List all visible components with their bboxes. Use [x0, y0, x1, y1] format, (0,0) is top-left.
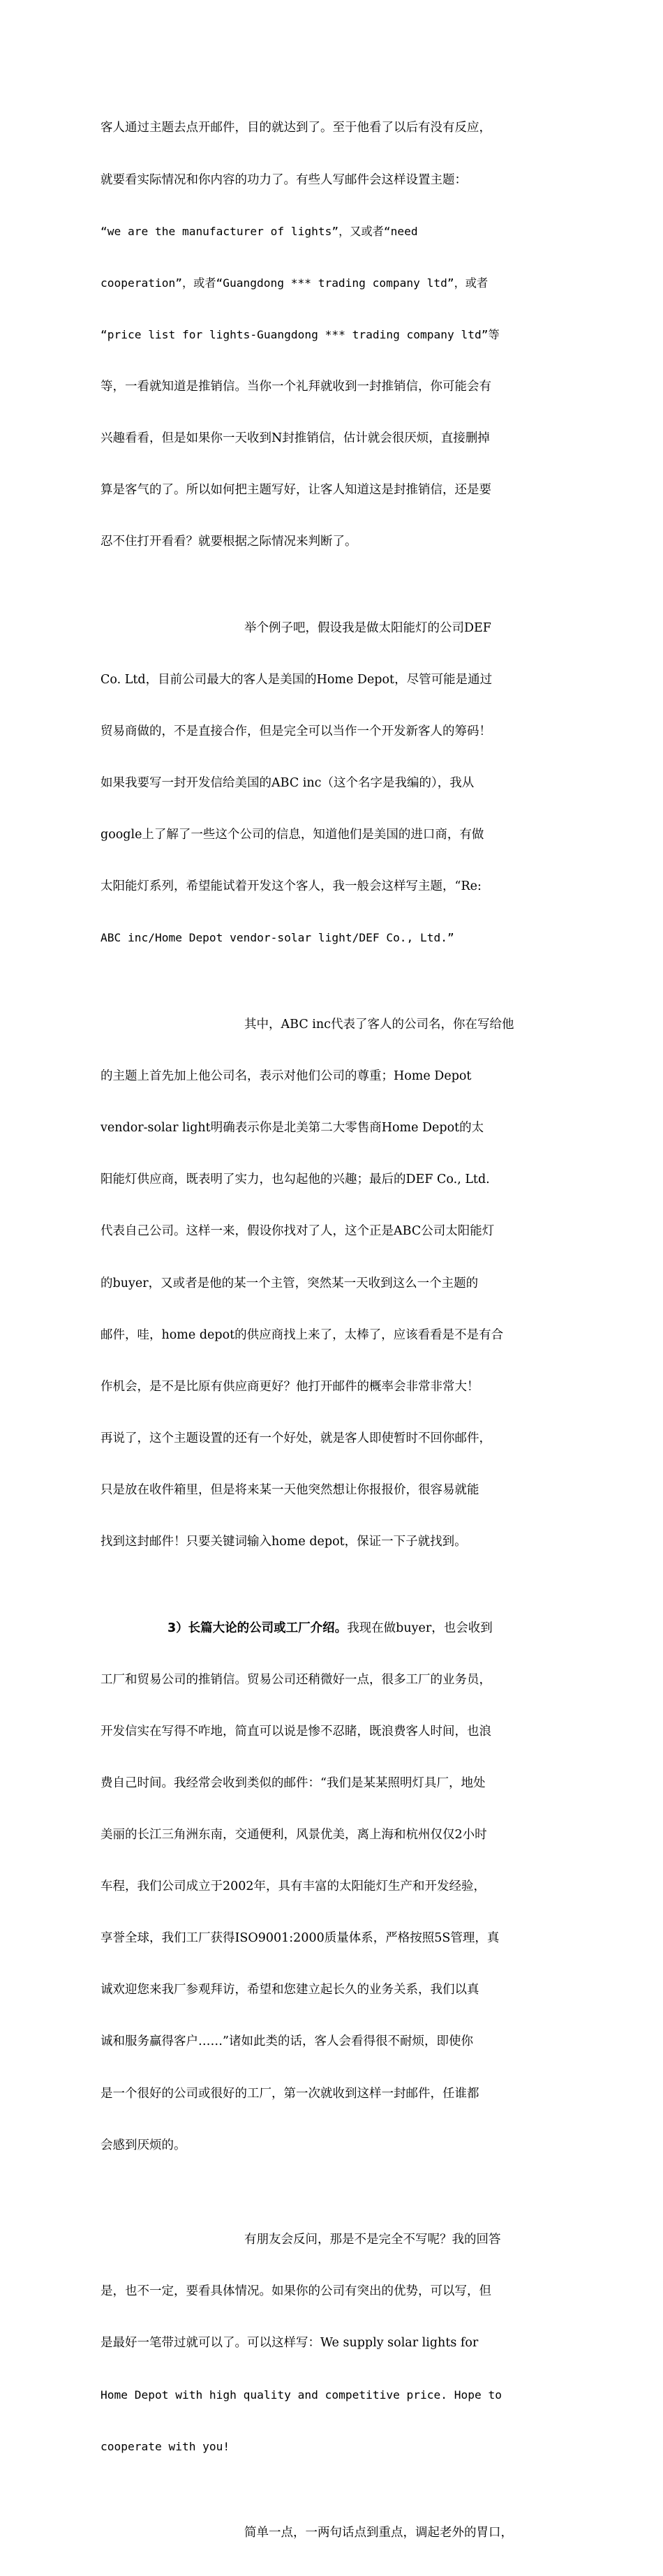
text-line: 贸易商做的，不是直接合作，但是完全可以当作一个开发新客人的筹码！: [100, 724, 491, 739]
text-line: 如果我要写一封开发信给美国的ABC inc（这个名字是我编的），我从: [100, 776, 475, 791]
text-line: 算是客气的了。所以如何把主题写好，让客人知道这是封推销信，还是要: [100, 483, 491, 498]
text-line: 是一个很好的公司或很好的工厂，第一次就收到这样一封邮件，任谁都: [100, 2086, 479, 2101]
text-line: 会感到厌烦的。: [100, 2138, 186, 2152]
paragraph-3: [100, 982, 568, 1586]
text-line: ABC inc/Home Depot vendor-solar light/DEF Co., Ltd.”: [100, 931, 454, 945]
text-line: 享誉全球，我们工厂获得ISO9001:2000质量体系，严格按照5S管理，真: [100, 1931, 500, 1946]
text-line: 简单一点，一两句话点到重点，调起老外的胃口，: [244, 2526, 513, 2540]
paragraph-4: [100, 1585, 568, 2189]
text-line: 举个例子吧，假设我是做太阳能灯的公司DEF: [244, 620, 491, 635]
text-line: 是最好一笔带过就可以了。可以这样写：We supply solar lights for: [100, 2336, 479, 2351]
text-line: 太阳能灯系列，希望能试着开发这个客人，我一般会这样写主题，“Re:: [100, 879, 482, 894]
text-line: 美丽的长江三角洲东南，交通便利，风景优美，离上海和杭州仅仅2小时: [100, 1828, 487, 1842]
text-line: 的buyer，又或者是他的某一个主管，突然某一天收到这么一个主题的: [100, 1276, 479, 1290]
text-line: Home Depot with high quality and competitive price. Hope to: [100, 2388, 502, 2402]
text-line: cooperation”，或者“Guangdong *** trading company ltd”，或者: [100, 276, 489, 290]
paragraph-6: [100, 2490, 568, 2576]
text-line: 车程，我们公司成立于2002年，具有丰富的太阳能灯生产和开发经验，: [100, 1879, 486, 1894]
text-line: 的主题上首先加上他公司名，表示对他们公司的尊重；Home Depot: [100, 1069, 472, 1084]
text-line: 邮件，哇，home depot的供应商找上来了，太棒了，应该看看是不是有合: [100, 1327, 504, 1342]
text-line: 等，一看就知道是推销信。当你一个礼拜就收到一封推销信，你可能会有: [100, 379, 491, 394]
text-line: 代表自己公司。这样一来，假设你找对了人，这个正是ABC公司太阳能灯: [100, 1224, 495, 1239]
text-line: 其中，ABC inc代表了客人的公司名，你在写给他: [244, 1017, 514, 1032]
text-line: 诚和服务赢得客户……”诸如此类的话，客人会看得很不耐烦，即使你: [100, 2034, 473, 2049]
text-line: 工厂和贸易公司的推销信。贸易公司还稍微好一点，很多工厂的业务员，: [100, 1672, 491, 1687]
text-line: 是，也不一定，要看具体情况。如果你的公司有突出的优势，可以写，但: [100, 2284, 491, 2299]
text-line: Co. Ltd，目前公司最大的客人是美国的Home Depot，尽管可能是通过: [100, 672, 493, 687]
text-line: cooperate with you!: [100, 2439, 230, 2453]
paragraph-5: [100, 2197, 568, 2490]
document-page: [100, 85, 568, 2576]
heading-line: [100, 1620, 568, 1637]
text-line: vendor-solar light明确表示你是北美第二大零售商Home Depot的太: [100, 1121, 484, 1136]
text-line: 诚欢迎您来我厂参观拜访，希望和您建立起长久的业务关系，我们以真: [100, 1983, 479, 1997]
text-line: 忍不住打开看看？就要根据之际情况来判断了。: [100, 535, 357, 549]
paragraph-2: [100, 585, 568, 981]
text-line: 只是放在收件箱里，但是将来某一天他突然想让你报报价，很容易就能: [100, 1482, 479, 1497]
text-line: 有朋友会反问，那是不是完全不写呢？我的回答: [244, 2233, 501, 2247]
paragraph-1: [100, 85, 568, 585]
text-line: 费自己时间。我经常会收到类似的邮件：“我们是某某照明灯具厂，地处: [100, 1775, 486, 1790]
text-line: 客人通过主题去点开邮件，目的就达到了。至于他看了以后有没有反应，: [100, 121, 491, 135]
heading-line-rest: 我现在做buyer，也会收到: [347, 1621, 493, 1635]
text-line: “we are the manufacturer of lights”，又或者“need: [100, 224, 418, 238]
text-line: 就要看实际情况和你内容的功力了。有些人写邮件会这样设置主题：: [100, 172, 467, 187]
text-line: google上了解了一些这个公司的信息，知道他们是美国的进口商，有做: [100, 828, 484, 842]
text-line: 开发信实在写得不咋地，简直可以说是惨不忍睹，既浪费客人时间，也浪: [100, 1724, 491, 1739]
text-line: “price list for lights-Guangdong *** trading company ltd”等: [100, 327, 500, 341]
section-heading: 3）长篇大论的公司或工厂介绍。: [167, 1621, 348, 1635]
text-line: 再说了，这个主题设置的还有一个好处，就是客人即使暂时不回你邮件，: [100, 1431, 491, 1445]
text-line: 兴趣看看，但是如果你一天收到N封推销信，估计就会很厌烦，直接删掉: [100, 431, 490, 446]
text-line: 找到这封邮件！只要关键词输入home depot，保证一下子就找到。: [100, 1535, 467, 1549]
text-line: 阳能灯供应商，既表明了实力，也勾起他的兴趣；最后的DEF Co., Ltd.: [100, 1172, 490, 1187]
text-line: 作机会，是不是比原有供应商更好？他打开邮件的概率会非常非常大！: [100, 1379, 479, 1394]
